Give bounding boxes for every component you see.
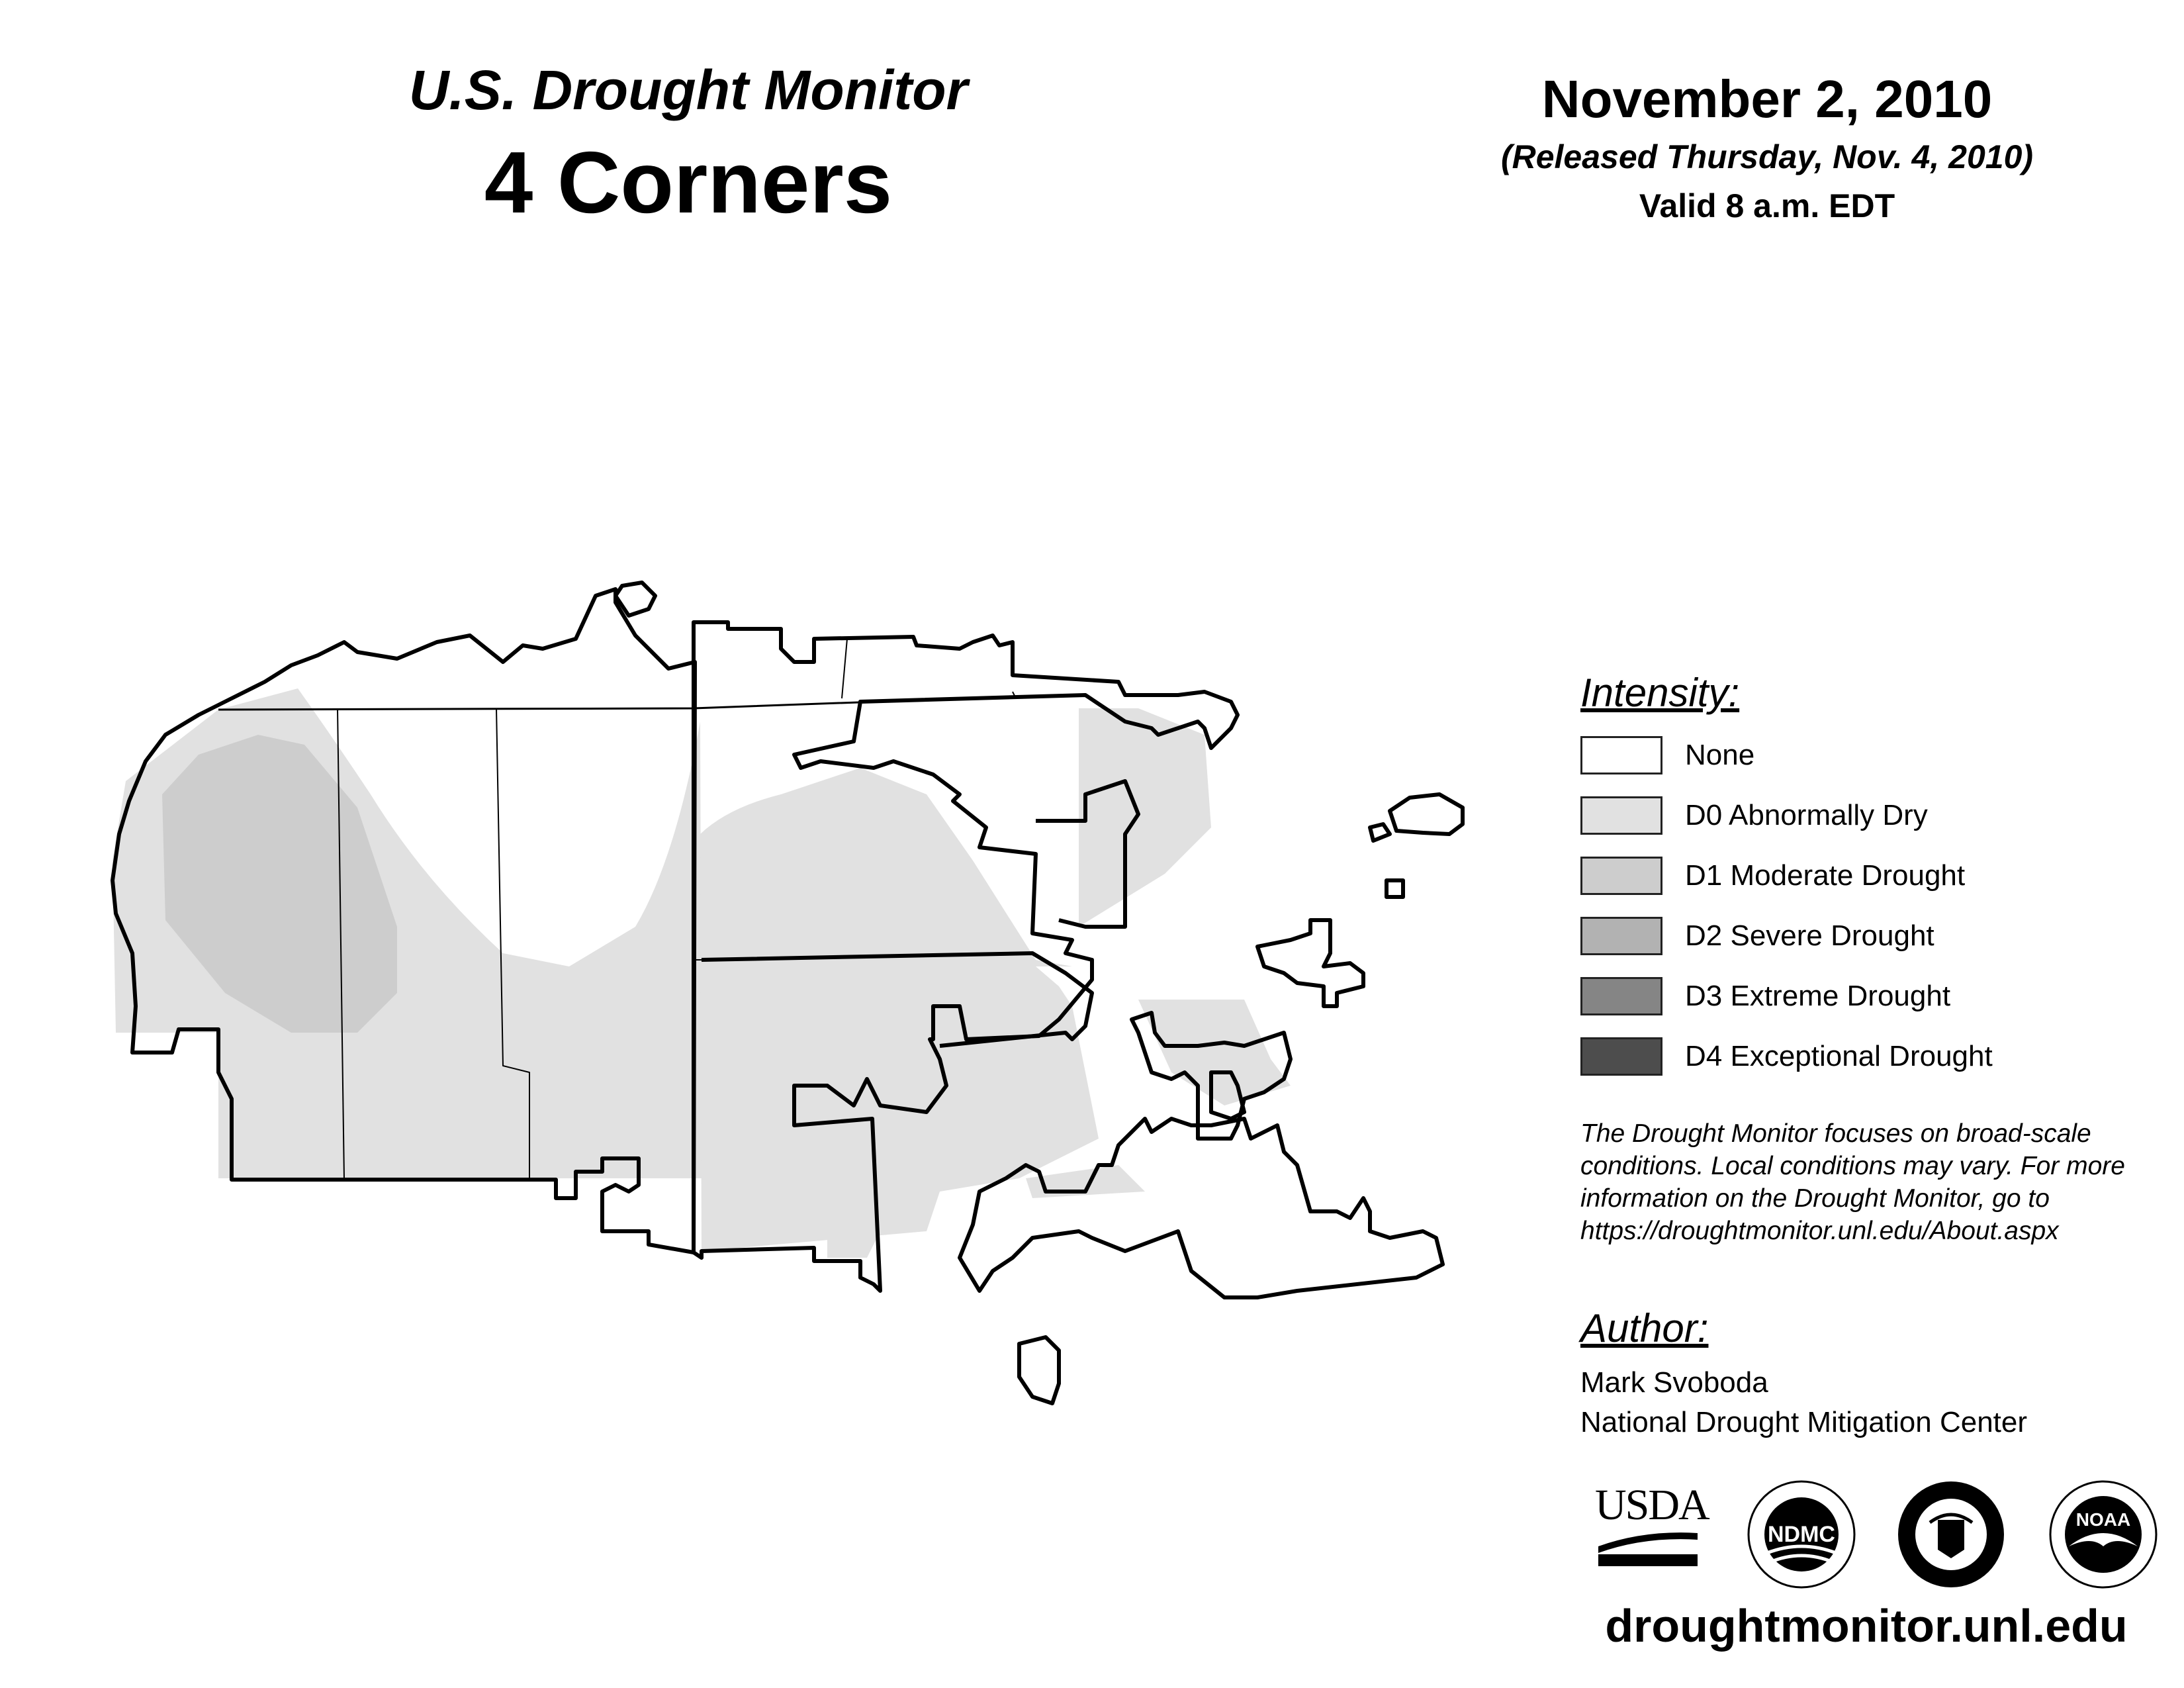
note-line: The Drought Monitor focuses on broad-scale [1580, 1119, 2091, 1148]
inner-county-line-4 [842, 639, 847, 698]
island-1 [1390, 794, 1463, 834]
note-line: conditions. Local conditions may vary. For more [1580, 1152, 2125, 1180]
noaa-logo: NOAA [2049, 1480, 2158, 1589]
note-line: information on the Drought Monitor, go to [1580, 1184, 2050, 1213]
usda-swoosh-icon [1598, 1526, 1698, 1566]
author-heading: Author: [1580, 1306, 1709, 1350]
legend-item [1580, 977, 2150, 1023]
valid-time: Valid 8 a.m. EDT [1639, 187, 1895, 224]
legend-label: D1 Moderate Drought [1685, 859, 1966, 892]
legend-label: D2 Severe Drought [1685, 919, 1934, 952]
legend-swatch [1580, 796, 1662, 835]
legend-label: D3 Extreme Drought [1685, 980, 1951, 1012]
legend-label: None [1685, 739, 1755, 771]
usda-logo: USDA [1595, 1480, 1701, 1566]
legend-heading: Intensity: [1580, 671, 1740, 715]
legend-item [1580, 1037, 2150, 1084]
legend-swatch [1580, 917, 1662, 955]
author-org: National Drought Mitigation Center [1580, 1406, 2028, 1438]
legend-item [1580, 917, 2150, 963]
d0-area-east [1079, 708, 1211, 927]
east-cluster [1257, 920, 1363, 1006]
release-date: (Released Thursday, Nov. 4, 2010) [1500, 138, 2034, 175]
author-name: Mark Svoboda [1580, 1366, 1768, 1399]
legend-item [1580, 857, 2150, 903]
commerce-seal-icon [1897, 1480, 2005, 1589]
legend-swatch [1580, 736, 1662, 774]
island-3 [1387, 880, 1403, 897]
map-title: U.S. Drought Monitor [408, 59, 968, 121]
legend-label: D0 Abnormally Dry [1685, 799, 1928, 831]
map-date: November 2, 2010 [1541, 70, 1993, 128]
island-2 [1370, 824, 1390, 841]
disclaimer-note [1580, 1117, 2176, 1247]
region-title: 4 Corners [484, 134, 893, 231]
ndmc-logo: NDMC [1747, 1480, 1856, 1589]
inner-county-line-3 [218, 695, 1059, 710]
legend-swatch [1580, 1037, 1662, 1076]
legend-item [1580, 736, 2150, 782]
website-link[interactable]: droughtmonitor.unl.edu [1605, 1600, 2128, 1652]
note-link[interactable]: https://droughtmonitor.unl.edu/About.aspx [1580, 1217, 2059, 1245]
commerce-seal [1897, 1480, 2005, 1589]
legend-swatch [1580, 977, 1662, 1015]
south-island [1019, 1337, 1059, 1403]
legend-item [1580, 796, 2150, 843]
legend-swatch [1580, 857, 1662, 895]
legend-label: D4 Exceptional Drought [1685, 1040, 1993, 1072]
